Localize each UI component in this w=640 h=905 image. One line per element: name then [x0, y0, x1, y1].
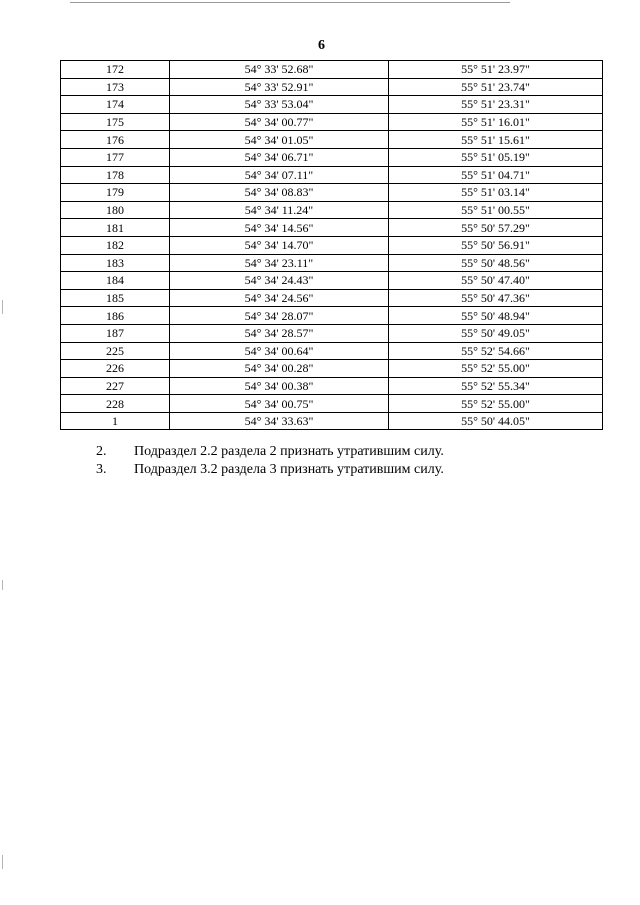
amendment-item	[96, 461, 444, 479]
table-row	[61, 219, 603, 237]
longitude-cell: 55° 50' 56.91"	[389, 236, 603, 254]
point-number-cell: 227	[61, 377, 170, 395]
table-row	[61, 184, 603, 202]
latitude-cell: 54° 34' 01.05"	[170, 131, 389, 149]
item-number: 3.	[96, 462, 107, 477]
longitude-cell: 55° 51' 23.97"	[389, 61, 603, 79]
longitude-cell: 55° 50' 57.29"	[389, 219, 603, 237]
point-number-cell: 173	[61, 78, 170, 96]
longitude-cell: 55° 51' 04.71"	[389, 166, 603, 184]
latitude-cell: 54° 34' 00.77"	[170, 113, 389, 131]
scan-left-edge-mark	[2, 580, 3, 590]
latitude-cell: 54° 34' 14.70"	[170, 236, 389, 254]
point-number-cell: 226	[61, 360, 170, 378]
longitude-cell: 55° 51' 03.14"	[389, 184, 603, 202]
longitude-cell: 55° 51' 00.55"	[389, 201, 603, 219]
table-row	[61, 342, 603, 360]
longitude-cell: 55° 52' 55.00"	[389, 395, 603, 413]
table-row	[61, 324, 603, 342]
latitude-cell: 54° 34' 14.56"	[170, 219, 389, 237]
table-row	[61, 377, 603, 395]
table-row	[61, 131, 603, 149]
coordinates-table	[60, 60, 603, 430]
longitude-cell: 55° 50' 49.05"	[389, 324, 603, 342]
longitude-cell: 55° 51' 23.31"	[389, 96, 603, 114]
table-row	[61, 272, 603, 290]
latitude-cell: 54° 34' 23.11"	[170, 254, 389, 272]
latitude-cell: 54° 33' 52.68"	[170, 61, 389, 79]
longitude-cell: 55° 50' 44.05"	[389, 412, 603, 430]
longitude-cell: 55° 51' 05.19"	[389, 148, 603, 166]
latitude-cell: 54° 34' 07.11"	[170, 166, 389, 184]
table-row	[61, 254, 603, 272]
point-number-cell: 178	[61, 166, 170, 184]
point-number-cell: 180	[61, 201, 170, 219]
amendment-items	[96, 443, 444, 479]
table-row	[61, 360, 603, 378]
point-number-cell: 187	[61, 324, 170, 342]
point-number-cell: 186	[61, 307, 170, 325]
point-number-cell: 185	[61, 289, 170, 307]
table-row	[61, 78, 603, 96]
latitude-cell: 54° 34' 00.38"	[170, 377, 389, 395]
page-number: 6	[318, 38, 325, 53]
table-row	[61, 61, 603, 79]
latitude-cell: 54° 34' 06.71"	[170, 148, 389, 166]
latitude-cell: 54° 33' 53.04"	[170, 96, 389, 114]
table-row	[61, 236, 603, 254]
scan-left-edge-mark	[2, 855, 3, 869]
scan-top-rule	[70, 2, 510, 3]
latitude-cell: 54° 34' 28.07"	[170, 307, 389, 325]
amendment-item	[96, 443, 444, 461]
point-number-cell: 184	[61, 272, 170, 290]
item-number: 2.	[96, 444, 107, 459]
latitude-cell: 54° 34' 11.24"	[170, 201, 389, 219]
latitude-cell: 54° 34' 00.64"	[170, 342, 389, 360]
latitude-cell: 54° 34' 00.75"	[170, 395, 389, 413]
latitude-cell: 54° 34' 24.56"	[170, 289, 389, 307]
latitude-cell: 54° 34' 28.57"	[170, 324, 389, 342]
latitude-cell: 54° 34' 08.83"	[170, 184, 389, 202]
longitude-cell: 55° 52' 54.66"	[389, 342, 603, 360]
longitude-cell: 55° 51' 23.74"	[389, 78, 603, 96]
item-text: Подраздел 3.2 раздела 3 признать утратившим силу.	[134, 462, 444, 477]
point-number-cell: 225	[61, 342, 170, 360]
latitude-cell: 54° 33' 52.91"	[170, 78, 389, 96]
point-number-cell: 177	[61, 148, 170, 166]
table-row	[61, 412, 603, 430]
longitude-cell: 55° 50' 47.36"	[389, 289, 603, 307]
coordinates-table-body	[61, 61, 603, 430]
table-row	[61, 289, 603, 307]
point-number-cell: 176	[61, 131, 170, 149]
longitude-cell: 55° 51' 16.01"	[389, 113, 603, 131]
point-number-cell: 183	[61, 254, 170, 272]
latitude-cell: 54° 34' 24.43"	[170, 272, 389, 290]
latitude-cell: 54° 34' 33.63"	[170, 412, 389, 430]
longitude-cell: 55° 50' 48.94"	[389, 307, 603, 325]
table-row	[61, 96, 603, 114]
latitude-cell: 54° 34' 00.28"	[170, 360, 389, 378]
table-row	[61, 166, 603, 184]
point-number-cell: 181	[61, 219, 170, 237]
point-number-cell: 174	[61, 96, 170, 114]
longitude-cell: 55° 51' 15.61"	[389, 131, 603, 149]
item-text: Подраздел 2.2 раздела 2 признать утратившим силу.	[134, 444, 444, 459]
longitude-cell: 55° 50' 47.40"	[389, 272, 603, 290]
table-row	[61, 201, 603, 219]
point-number-cell: 1	[61, 412, 170, 430]
point-number-cell: 182	[61, 236, 170, 254]
table-row	[61, 395, 603, 413]
table-row	[61, 307, 603, 325]
longitude-cell: 55° 52' 55.00"	[389, 360, 603, 378]
point-number-cell: 179	[61, 184, 170, 202]
point-number-cell: 228	[61, 395, 170, 413]
table-row	[61, 148, 603, 166]
longitude-cell: 55° 50' 48.56"	[389, 254, 603, 272]
point-number-cell: 172	[61, 61, 170, 79]
table-row	[61, 113, 603, 131]
longitude-cell: 55° 52' 55.34"	[389, 377, 603, 395]
scan-left-edge-mark	[2, 300, 3, 314]
point-number-cell: 175	[61, 113, 170, 131]
